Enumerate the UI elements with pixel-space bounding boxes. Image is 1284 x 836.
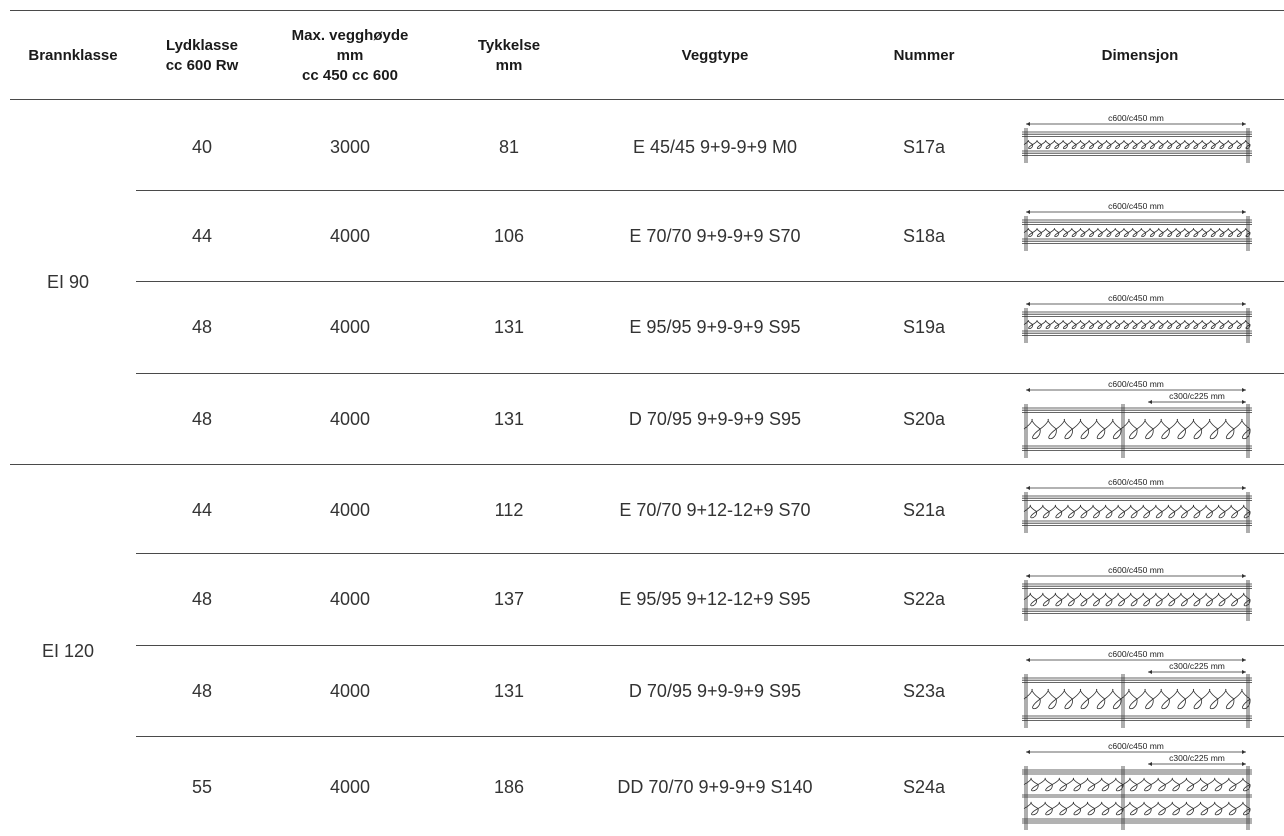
dimension-label: c600/c450 mm xyxy=(1108,113,1164,123)
arrow-head xyxy=(1026,574,1030,578)
header-max-height: Max. vegghøyde mm cc 450 cc 600 xyxy=(291,27,409,84)
cell-sound-class: 48 xyxy=(191,316,213,337)
arrow-head xyxy=(1026,302,1030,306)
arrow-head xyxy=(1242,388,1246,392)
header-bottom-rule xyxy=(10,99,1284,100)
cell-wall-type: E 45/45 9+9-9+9 M0 xyxy=(632,136,798,157)
arrow-head xyxy=(1026,486,1030,490)
cell-max-height: 4000 xyxy=(329,588,371,609)
wall-section-diagram xyxy=(1018,200,1256,268)
arrow-head xyxy=(1242,658,1246,662)
arrow-head xyxy=(1242,750,1246,754)
insulation-fill xyxy=(1024,419,1250,439)
row-divider xyxy=(136,281,1284,282)
dimension-label: c600/c450 mm xyxy=(1108,293,1164,303)
wall-section-diagram xyxy=(1018,740,1256,834)
wall-section-diagram xyxy=(1018,476,1256,544)
arrow-head xyxy=(1242,762,1246,766)
cell-thickness: 112 xyxy=(494,499,524,520)
cell-number: S20a xyxy=(902,408,946,429)
group-label-ei90: EI 90 xyxy=(46,272,90,292)
insulation-fill xyxy=(1024,778,1250,791)
dimension-label: c300/c225 mm xyxy=(1169,391,1225,401)
row-divider xyxy=(136,645,1284,646)
dimension-label: c600/c450 mm xyxy=(1108,741,1164,751)
cell-wall-type: DD 70/70 9+9-9+9 S140 xyxy=(617,776,813,797)
wall-section-diagram xyxy=(1018,112,1256,180)
dimension-label: c600/c450 mm xyxy=(1108,379,1164,389)
arrow-head xyxy=(1148,400,1152,404)
insulation-fill xyxy=(1024,228,1250,236)
cell-max-height: 3000 xyxy=(329,136,371,157)
group-divider xyxy=(10,464,1284,465)
cell-sound-class: 44 xyxy=(191,499,213,520)
row-divider xyxy=(136,373,1284,374)
row-divider xyxy=(136,736,1284,737)
arrow-head xyxy=(1026,388,1030,392)
cell-thickness: 81 xyxy=(498,136,520,157)
cell-wall-type: E 70/70 9+9-9+9 S70 xyxy=(629,225,801,246)
cell-max-height: 4000 xyxy=(329,225,371,246)
cell-sound-class: 48 xyxy=(191,588,213,609)
cell-sound-class: 48 xyxy=(191,680,213,701)
dimension-label: c600/c450 mm xyxy=(1108,649,1164,659)
cell-wall-type: D 70/95 9+9-9+9 S95 xyxy=(628,680,802,701)
header-number: Nummer xyxy=(893,47,955,64)
arrow-head xyxy=(1148,670,1152,674)
cell-sound-class: 40 xyxy=(191,136,213,157)
cell-wall-type: D 70/95 9+9-9+9 S95 xyxy=(628,408,802,429)
cell-thickness: 186 xyxy=(493,776,525,797)
arrow-head xyxy=(1026,750,1030,754)
table-top-rule xyxy=(10,10,1284,11)
cell-max-height: 4000 xyxy=(329,408,371,429)
arrow-head xyxy=(1242,486,1246,490)
dimension-label: c600/c450 mm xyxy=(1108,201,1164,211)
dimension-label: c600/c450 mm xyxy=(1108,477,1164,487)
insulation-fill xyxy=(1024,802,1250,815)
arrow-head xyxy=(1026,122,1030,126)
wall-section-diagram xyxy=(1018,378,1256,462)
cell-number: S17a xyxy=(902,136,946,157)
cell-wall-type: E 95/95 9+12-12+9 S95 xyxy=(619,588,811,609)
wall-section-diagram xyxy=(1018,648,1256,732)
header-fire-class: Brannklasse xyxy=(28,47,118,64)
arrow-head xyxy=(1026,210,1030,214)
arrow-head xyxy=(1148,762,1152,766)
arrow-head xyxy=(1242,302,1246,306)
insulation-fill xyxy=(1024,140,1250,148)
insulation-fill xyxy=(1024,505,1250,518)
cell-max-height: 4000 xyxy=(329,680,371,701)
group-label-ei120: EI 120 xyxy=(41,640,95,661)
arrow-head xyxy=(1242,122,1246,126)
cell-number: S23a xyxy=(902,680,946,701)
wall-section-diagram xyxy=(1018,564,1256,632)
header-dimension: Dimensjon xyxy=(1101,47,1179,64)
cell-thickness: 131 xyxy=(493,316,525,337)
dimension-label: c600/c450 mm xyxy=(1108,565,1164,575)
cell-number: S19a xyxy=(902,316,946,337)
row-divider xyxy=(136,190,1284,191)
cell-number: S24a xyxy=(902,776,946,797)
wall-section-diagram xyxy=(1018,292,1256,360)
cell-thickness: 106 xyxy=(493,225,525,246)
insulation-fill xyxy=(1024,320,1250,328)
cell-max-height: 4000 xyxy=(329,316,371,337)
cell-thickness: 131 xyxy=(493,680,525,701)
arrow-head xyxy=(1242,670,1246,674)
arrow-head xyxy=(1242,574,1246,578)
arrow-head xyxy=(1242,210,1246,214)
cell-sound-class: 55 xyxy=(191,776,213,797)
cell-sound-class: 48 xyxy=(191,408,213,429)
cell-thickness: 131 xyxy=(493,408,525,429)
row-divider xyxy=(136,553,1284,554)
cell-max-height: 4000 xyxy=(329,776,371,797)
cell-number: S18a xyxy=(902,225,946,246)
cell-thickness: 137 xyxy=(493,588,525,609)
cell-number: S22a xyxy=(902,588,946,609)
cell-sound-class: 44 xyxy=(191,225,213,246)
arrow-head xyxy=(1242,400,1246,404)
cell-max-height: 4000 xyxy=(329,499,371,520)
dimension-label: c300/c225 mm xyxy=(1169,753,1225,763)
cell-wall-type: E 70/70 9+12-12+9 S70 xyxy=(619,499,811,520)
arrow-head xyxy=(1026,658,1030,662)
insulation-fill xyxy=(1024,689,1250,709)
cell-number: S21a xyxy=(902,499,946,520)
insulation-fill xyxy=(1024,593,1250,606)
header-sound-class: Lydklasse cc 600 Rw xyxy=(165,37,239,74)
dimension-label: c300/c225 mm xyxy=(1169,661,1225,671)
header-thickness: Tykkelse mm xyxy=(477,37,541,74)
cell-wall-type: E 95/95 9+9-9+9 S95 xyxy=(629,316,801,337)
header-wall-type: Veggtype xyxy=(681,47,749,64)
